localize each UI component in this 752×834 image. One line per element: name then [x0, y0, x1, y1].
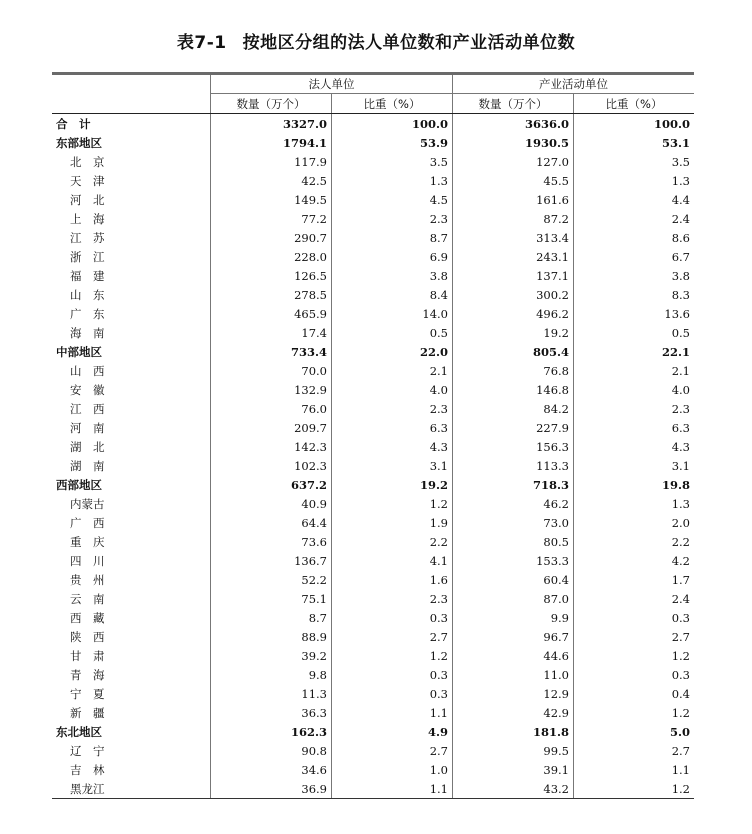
region-name: 上 海 — [70, 211, 105, 226]
activity-share-cell: 8.3 — [573, 285, 694, 304]
header-row-sub — [52, 94, 694, 114]
activity-count-cell: 84.2 — [452, 399, 573, 418]
region-name: 湖 北 — [70, 439, 105, 454]
activity-share-cell: 13.6 — [573, 304, 694, 323]
region-name: 河 北 — [70, 192, 105, 207]
legal-share-cell: 1.6 — [331, 570, 452, 589]
legal-share-cell: 1.1 — [331, 779, 452, 798]
legal-share-cell: 3.1 — [331, 456, 452, 475]
legal-count-cell: 77.2 — [210, 209, 331, 228]
table-row — [52, 703, 694, 722]
activity-share-cell: 4.4 — [573, 190, 694, 209]
legal-count-cell: 40.9 — [210, 494, 331, 513]
legal-share-cell: 2.7 — [331, 741, 452, 760]
activity-count-cell: 161.6 — [452, 190, 573, 209]
activity-share-cell: 0.3 — [573, 608, 694, 627]
activity-count-cell: 99.5 — [452, 741, 573, 760]
region-name: 浙 江 — [70, 249, 105, 264]
activity-share-cell: 6.7 — [573, 247, 694, 266]
legal-share-cell: 8.4 — [331, 285, 452, 304]
region-name: 新 疆 — [70, 705, 105, 720]
region-name: 贵 州 — [70, 572, 105, 587]
table-row — [52, 418, 694, 437]
activity-count-cell: 39.1 — [452, 760, 573, 779]
legal-share-cell: 14.0 — [331, 304, 452, 323]
activity-count-cell: 313.4 — [452, 228, 573, 247]
legal-share-cell: 4.3 — [331, 437, 452, 456]
legal-share-cell: 6.9 — [331, 247, 452, 266]
table-row — [52, 627, 694, 646]
legal-count-cell: 162.3 — [210, 722, 331, 741]
legal-share-cell: 2.3 — [331, 209, 452, 228]
legal-share-cell: 1.2 — [331, 646, 452, 665]
legal-count-cell: 228.0 — [210, 247, 331, 266]
legal-share-cell: 2.7 — [331, 627, 452, 646]
activity-count-cell: 45.5 — [452, 171, 573, 190]
activity-share-cell: 2.7 — [573, 741, 694, 760]
legal-share-cell: 1.9 — [331, 513, 452, 532]
activity-count-cell: 42.9 — [452, 703, 573, 722]
legal-count-cell: 9.8 — [210, 665, 331, 684]
legal-share-cell: 4.0 — [331, 380, 452, 399]
activity-share-cell: 2.2 — [573, 532, 694, 551]
activity-count-cell: 80.5 — [452, 532, 573, 551]
activity-count-cell: 243.1 — [452, 247, 573, 266]
activity-share-cell: 2.4 — [573, 209, 694, 228]
legal-share-cell: 2.2 — [331, 532, 452, 551]
legal-share-cell: 1.2 — [331, 494, 452, 513]
activity-share-cell: 1.2 — [573, 779, 694, 798]
legal-count-cell: 39.2 — [210, 646, 331, 665]
legal-share-cell: 0.5 — [331, 323, 452, 342]
region-name: 广 东 — [70, 306, 105, 321]
table-row — [52, 323, 694, 342]
activity-count-cell: 9.9 — [452, 608, 573, 627]
region-name: 北 京 — [70, 154, 105, 169]
activity-count-cell: 718.3 — [452, 475, 573, 494]
region-name: 西部地区 — [56, 477, 102, 492]
table-row — [52, 380, 694, 399]
legal-count-cell: 637.2 — [210, 475, 331, 494]
legal-count-cell: 132.9 — [210, 380, 331, 399]
activity-count-cell: 3636.0 — [452, 114, 573, 133]
table-row-subtotal — [52, 114, 694, 133]
data-table — [52, 72, 694, 799]
activity-share-cell: 1.1 — [573, 760, 694, 779]
table-row — [52, 228, 694, 247]
region-name: 青 海 — [70, 667, 105, 682]
legal-share-cell: 4.9 — [331, 722, 452, 741]
activity-share-cell: 53.1 — [573, 133, 694, 152]
activity-count-cell: 181.8 — [452, 722, 573, 741]
legal-share-cell: 6.3 — [331, 418, 452, 437]
table-row — [52, 589, 694, 608]
table-row — [52, 570, 694, 589]
table-row — [52, 190, 694, 209]
region-name: 江 西 — [70, 401, 105, 416]
activity-count-cell: 46.2 — [452, 494, 573, 513]
legal-count-cell: 142.3 — [210, 437, 331, 456]
region-name: 云 南 — [70, 591, 105, 606]
legal-share-cell: 2.1 — [331, 361, 452, 380]
region-name: 山 东 — [70, 287, 105, 302]
table-row — [52, 247, 694, 266]
region-name: 河 南 — [70, 420, 105, 435]
activity-share-cell: 2.4 — [573, 589, 694, 608]
header-legal-units: 法人单位 — [210, 75, 452, 94]
activity-share-cell: 1.3 — [573, 171, 694, 190]
table-row — [52, 209, 694, 228]
header-blank — [52, 75, 210, 94]
legal-count-cell: 102.3 — [210, 456, 331, 475]
region-name: 西 藏 — [70, 610, 105, 625]
legal-count-cell: 73.6 — [210, 532, 331, 551]
region-name: 辽 宁 — [70, 743, 105, 758]
legal-count-cell: 8.7 — [210, 608, 331, 627]
activity-count-cell: 805.4 — [452, 342, 573, 361]
activity-count-cell: 87.0 — [452, 589, 573, 608]
header-row-group — [52, 75, 694, 94]
region-name: 宁 夏 — [70, 686, 105, 701]
activity-share-cell: 2.0 — [573, 513, 694, 532]
table-row — [52, 171, 694, 190]
activity-share-cell: 1.3 — [573, 494, 694, 513]
legal-count-cell: 117.9 — [210, 152, 331, 171]
table-row-subtotal — [52, 342, 694, 361]
legal-share-cell: 0.3 — [331, 665, 452, 684]
legal-count-cell: 136.7 — [210, 551, 331, 570]
table-row — [52, 665, 694, 684]
legal-share-cell: 2.3 — [331, 399, 452, 418]
activity-count-cell: 137.1 — [452, 266, 573, 285]
legal-count-cell: 209.7 — [210, 418, 331, 437]
table-row — [52, 779, 694, 798]
region-name: 天 津 — [70, 173, 105, 188]
activity-count-cell: 496.2 — [452, 304, 573, 323]
region-name: 江 苏 — [70, 230, 105, 245]
table-row — [52, 532, 694, 551]
legal-share-cell: 0.3 — [331, 684, 452, 703]
table-row — [52, 456, 694, 475]
legal-share-cell: 100.0 — [331, 114, 452, 133]
legal-count-cell: 64.4 — [210, 513, 331, 532]
legal-count-cell: 3327.0 — [210, 114, 331, 133]
legal-count-cell: 90.8 — [210, 741, 331, 760]
table-row — [52, 361, 694, 380]
activity-count-cell: 113.3 — [452, 456, 573, 475]
activity-share-cell: 1.2 — [573, 703, 694, 722]
table-title — [0, 28, 752, 53]
legal-count-cell: 11.3 — [210, 684, 331, 703]
legal-count-cell: 149.5 — [210, 190, 331, 209]
activity-share-cell: 5.0 — [573, 722, 694, 741]
legal-share-cell: 4.1 — [331, 551, 452, 570]
region-name: 重 庆 — [70, 534, 105, 549]
region-name: 东部地区 — [56, 135, 102, 150]
legal-count-cell: 70.0 — [210, 361, 331, 380]
activity-share-cell: 100.0 — [573, 114, 694, 133]
table-row-subtotal — [52, 722, 694, 741]
header-share-legal: 比重（%） — [331, 94, 452, 113]
region-name: 福 建 — [70, 268, 105, 283]
region-name: 广 西 — [70, 515, 105, 530]
table-title-text: 按地区分组的法人单位数和产业活动单位数 — [242, 33, 576, 53]
table-row — [52, 285, 694, 304]
legal-share-cell: 8.7 — [331, 228, 452, 247]
legal-count-cell: 88.9 — [210, 627, 331, 646]
region-name: 吉 林 — [70, 762, 105, 777]
activity-share-cell: 3.8 — [573, 266, 694, 285]
table-row — [52, 684, 694, 703]
legal-share-cell: 1.3 — [331, 171, 452, 190]
activity-count-cell: 1930.5 — [452, 133, 573, 152]
table-row — [52, 399, 694, 418]
table-number: 表7-1 — [176, 33, 227, 53]
activity-count-cell: 73.0 — [452, 513, 573, 532]
activity-count-cell: 227.9 — [452, 418, 573, 437]
activity-count-cell: 11.0 — [452, 665, 573, 684]
legal-share-cell: 4.5 — [331, 190, 452, 209]
header-count-activity: 数量（万个） — [452, 94, 573, 113]
legal-count-cell: 36.3 — [210, 703, 331, 722]
activity-count-cell: 300.2 — [452, 285, 573, 304]
activity-share-cell: 2.3 — [573, 399, 694, 418]
activity-share-cell: 0.5 — [573, 323, 694, 342]
activity-count-cell: 12.9 — [452, 684, 573, 703]
table-row — [52, 760, 694, 779]
legal-share-cell: 53.9 — [331, 133, 452, 152]
header-activity-units: 产业活动单位 — [452, 75, 694, 94]
activity-share-cell: 0.4 — [573, 684, 694, 703]
legal-count-cell: 42.5 — [210, 171, 331, 190]
table-row — [52, 494, 694, 513]
activity-share-cell: 22.1 — [573, 342, 694, 361]
activity-count-cell: 146.8 — [452, 380, 573, 399]
region-name: 黑龙江 — [70, 781, 105, 796]
activity-count-cell: 60.4 — [452, 570, 573, 589]
legal-share-cell: 0.3 — [331, 608, 452, 627]
activity-count-cell: 153.3 — [452, 551, 573, 570]
legal-count-cell: 75.1 — [210, 589, 331, 608]
legal-share-cell: 22.0 — [331, 342, 452, 361]
header-blank — [52, 94, 210, 113]
activity-share-cell: 8.6 — [573, 228, 694, 247]
legal-count-cell: 17.4 — [210, 323, 331, 342]
region-name: 中部地区 — [56, 344, 102, 359]
activity-count-cell: 76.8 — [452, 361, 573, 380]
activity-count-cell: 87.2 — [452, 209, 573, 228]
legal-share-cell: 1.0 — [331, 760, 452, 779]
activity-share-cell: 1.2 — [573, 646, 694, 665]
legal-count-cell: 36.9 — [210, 779, 331, 798]
table-row — [52, 551, 694, 570]
activity-count-cell: 44.6 — [452, 646, 573, 665]
legal-count-cell: 126.5 — [210, 266, 331, 285]
activity-share-cell: 1.7 — [573, 570, 694, 589]
activity-share-cell: 2.1 — [573, 361, 694, 380]
region-name: 合 计 — [56, 116, 91, 131]
legal-count-cell: 278.5 — [210, 285, 331, 304]
table-row — [52, 646, 694, 665]
region-name: 四 川 — [70, 553, 105, 568]
activity-count-cell: 156.3 — [452, 437, 573, 456]
region-name: 海 南 — [70, 325, 105, 340]
table-row — [52, 437, 694, 456]
header-share-activity: 比重（%） — [573, 94, 694, 113]
table-body — [52, 114, 694, 798]
legal-share-cell: 1.1 — [331, 703, 452, 722]
legal-share-cell: 3.8 — [331, 266, 452, 285]
legal-count-cell: 76.0 — [210, 399, 331, 418]
region-name: 湖 南 — [70, 458, 105, 473]
activity-count-cell: 19.2 — [452, 323, 573, 342]
region-name: 甘 肃 — [70, 648, 105, 663]
legal-count-cell: 34.6 — [210, 760, 331, 779]
table-row-subtotal — [52, 475, 694, 494]
table-row — [52, 152, 694, 171]
activity-share-cell: 19.8 — [573, 475, 694, 494]
legal-share-cell: 2.3 — [331, 589, 452, 608]
activity-share-cell: 4.3 — [573, 437, 694, 456]
legal-count-cell: 52.2 — [210, 570, 331, 589]
table-row — [52, 266, 694, 285]
table-row — [52, 304, 694, 323]
legal-count-cell: 465.9 — [210, 304, 331, 323]
table-row — [52, 741, 694, 760]
table-row-subtotal — [52, 133, 694, 152]
legal-count-cell: 733.4 — [210, 342, 331, 361]
activity-share-cell: 3.5 — [573, 152, 694, 171]
table-row — [52, 608, 694, 627]
activity-count-cell: 127.0 — [452, 152, 573, 171]
activity-share-cell: 2.7 — [573, 627, 694, 646]
activity-share-cell: 4.2 — [573, 551, 694, 570]
activity-count-cell: 43.2 — [452, 779, 573, 798]
activity-share-cell: 6.3 — [573, 418, 694, 437]
region-name: 陕 西 — [70, 629, 105, 644]
header-count-legal: 数量（万个） — [210, 94, 331, 113]
activity-share-cell: 0.3 — [573, 665, 694, 684]
activity-count-cell: 96.7 — [452, 627, 573, 646]
region-name: 山 西 — [70, 363, 105, 378]
region-name: 安 徽 — [70, 382, 105, 397]
activity-share-cell: 3.1 — [573, 456, 694, 475]
legal-share-cell: 3.5 — [331, 152, 452, 171]
table-row — [52, 513, 694, 532]
legal-count-cell: 1794.1 — [210, 133, 331, 152]
legal-count-cell: 290.7 — [210, 228, 331, 247]
activity-share-cell: 4.0 — [573, 380, 694, 399]
region-name: 东北地区 — [56, 724, 102, 739]
region-name: 内蒙古 — [70, 496, 105, 511]
legal-share-cell: 19.2 — [331, 475, 452, 494]
